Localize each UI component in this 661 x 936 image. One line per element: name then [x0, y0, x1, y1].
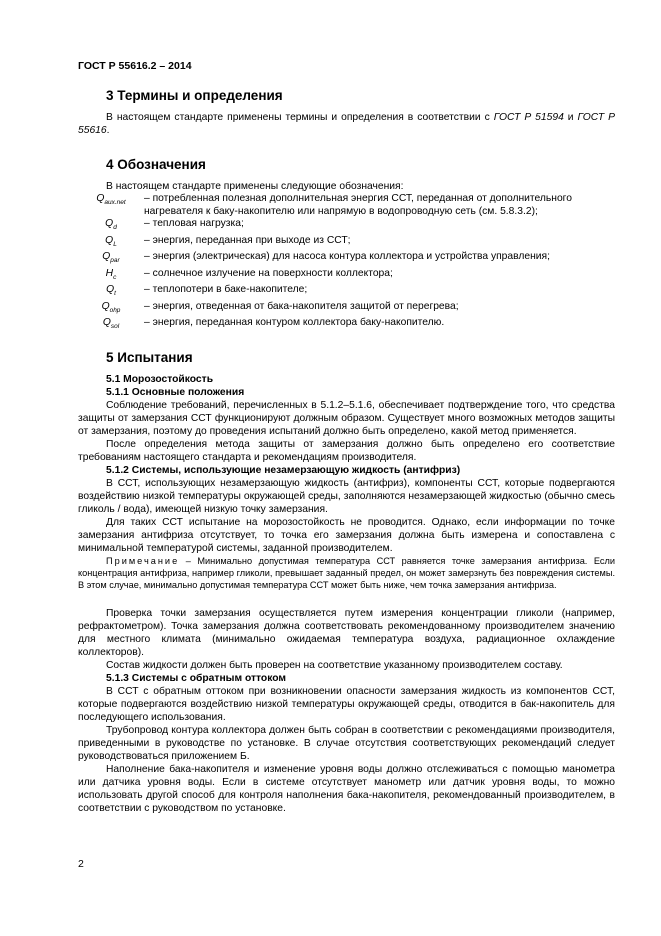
document-header: ГОСТ Р 55616.2 – 2014 [78, 60, 192, 72]
note-text: – Минимально допустимая температура ССТ равняется точке замерзания антифриза. Если концентрация антифриза, например гликоли, превышает заданный предел, он может замерзнуть без повреждения системы. В этом случае, минимально допустимая температура ССТ может быть ниже, чем точка замерзания антифриза. [78, 555, 615, 590]
symbol-row [78, 301, 615, 318]
symbol-description: – теплопотери в баке-накопителе; [144, 284, 308, 296]
symbol: $Q_d$ [105, 218, 117, 232]
note [78, 555, 615, 591]
symbol: $Q_t$ [106, 284, 116, 298]
symbol-description: – энергия (электрическая) для насоса контура коллектора и устройства управления; [144, 251, 550, 263]
section-5-1-2-paragraph-4: Состав жидкости должен быть проверен на соответствие указанному производителем составу. [106, 659, 563, 671]
symbol-description: – солнечное излучение на поверхности коллектора; [144, 267, 393, 279]
symbol-description: – тепловая нагрузка; [144, 218, 244, 229]
section-5-1-3-paragraph-3: Наполнение бака-накопителя и изменение уровня воды должно отслеживаться с помощью манометра или датчика уровня воды. Если в системе отсутствует манометр или датчик уровня воды, то можно использовать другой способ для контроля наполнения бака-накопителя, рекомендованный производителем, в соответствии с руководством по установке. [78, 763, 615, 814]
page-number: 2 [78, 858, 84, 870]
section-5-1-2-paragraph-2: Для таких ССТ испытание на морозостойкость не проводится. Однако, если информации по точке замерзания антифриза отсутствует, то точка его замерзания должна быть измерена и сопоставлена с минимальной температурой системы, заданной производителем. [78, 516, 615, 554]
section-5-1-2-paragraph-3: Проверка точки замерзания осуществляется путем измерения концентрации гликоли (например, рефрактометром). Точка замерзания должна соответствовать рекомендованному производителем значению для местного климата (минимально ожидаемая температура воздуха, радиационное охлаждение коллекторов). [78, 607, 615, 658]
symbol-row [78, 218, 615, 235]
ref-gost-51594: ГОСТ Р 51594 [493, 112, 564, 123]
symbols-list [78, 193, 615, 334]
section-5-1-title: 5.1 Морозостойкость [106, 373, 214, 385]
symbol-row [78, 317, 615, 334]
symbol-description: – потребленная полезная дополнительная энергия ССТ, переданная от дополнительного нагревателя к баку-накопителю или напрямую в водопроводную сеть (см. 5.8.3.2); [144, 193, 572, 217]
section-3-title: 3 Термины и определения [106, 88, 283, 103]
section-5-1-1-paragraph-2: После определения метода защиты от замерзания должно быть определено его соответствие требованиям настоящего стандарта и рекомендациям производителя. [78, 438, 615, 463]
section-5-1-2-title: 5.1.2 Системы, использующие незамерзающую жидкость (антифриз) [106, 464, 461, 476]
ref-gost-55616: ГОСТ Р 55616 [78, 112, 616, 136]
section-5-1-3-paragraph-2: Трубопровод контура коллектора должен быть собран в соответствии с рекомендациями производителя, приведенными в руководстве по установке. В случае отсутствия соответствующих рекомендаций следует руководствоваться приложением Б. [78, 724, 615, 762]
symbol: $Q_{aux.net}$ [96, 193, 126, 207]
symbol-row [78, 235, 615, 252]
section-5-title: 5 Испытания [106, 349, 193, 365]
symbol-description: – энергия, отведенная от бака-накопителя защитой от перегрева; [144, 300, 459, 312]
symbol-row [78, 251, 615, 268]
symbol-row [78, 193, 615, 218]
symbol-row [78, 268, 615, 285]
section-5-1-1-paragraph-1: Соблюдение требований, перечисленных в 5.1.2–5.1.6, обеспечивает подтверждение того, что средства защиты от замерзания ССТ функционируют должным образом. Существует много возможных методов защиты от замерзания, поэтому до проведения испытаний должно быть определено, какой метод применяется. [78, 399, 615, 437]
symbol: $Q_{ohp}$ [101, 300, 121, 314]
symbol: $Q_{par}$ [102, 251, 120, 265]
symbol: $Q_L$ [105, 234, 117, 248]
section-3-paragraph: В настоящем стандарте применены термины и определения в соответствии с ГОСТ Р 51594 и ГОСТ Р 55616. [78, 112, 616, 136]
symbol-row [78, 284, 615, 301]
symbol-description: – энергия, переданная при выходе из ССТ; [144, 234, 351, 246]
section-4-intro: В настоящем стандарте применены следующие обозначения: [106, 181, 404, 192]
symbol-description: – энергия, переданная контуром коллектора баку-накопителю. [144, 317, 445, 329]
section-5-1-3-paragraph-1: В ССТ с обратным оттоком при возникновении опасности замерзания жидкость из компонентов ССТ, которые подвергаются воздействию низкой температуры окружающей среды, отводится в бак-накопитель для последующего использования. [78, 685, 615, 723]
section-5-1-1-title: 5.1.1 Основные положения [106, 386, 245, 398]
symbol: $H_c$ [105, 267, 117, 281]
section-4-title: 4 Обозначения [106, 157, 206, 172]
section-5-1-2-paragraph-1: В ССТ, использующих незамерзающую жидкость (антифриз), компоненты ССТ, которые подвергаются воздействию низкой температуры окружающей среды, заполняются незамерзающей жидкостью (обычно смесь гликоль / вода), имеющей низкую точку замерзания. [78, 477, 615, 515]
symbol: $Q_{sol}$ [102, 317, 120, 331]
section-5-1-3-title: 5.1.3 Системы с обратным оттоком [106, 672, 287, 684]
document-content [78, 88, 615, 815]
note-label: Примечание [106, 555, 180, 566]
